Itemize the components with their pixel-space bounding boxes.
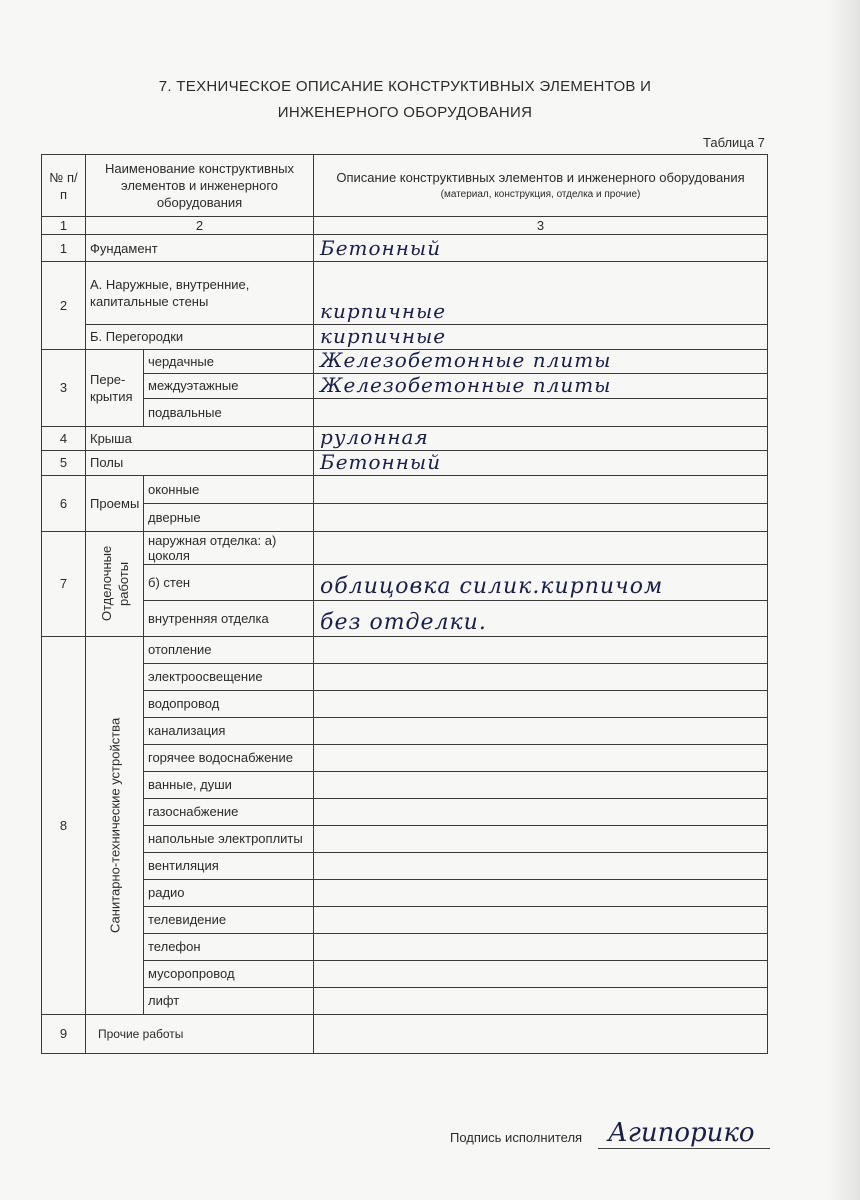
row-3-value-3 [314,398,768,426]
row-3-sub-2: междуэтажные [144,374,314,399]
row-8-item: отопление [144,636,314,663]
row-8-value [314,690,768,717]
row-2b-value: кирпичные [320,324,447,348]
row-1-name: Фундамент [86,235,314,262]
row-8-item: вентиляция [144,852,314,879]
row-8-value [314,879,768,906]
row-6-sub-2: дверные [144,503,314,531]
row-7-sub-1: наружная отделка: а) цоколя [144,531,314,564]
header-index-2: 2 [86,217,314,235]
row-3-value-2-cell [314,374,768,399]
row-8-value [314,636,768,663]
row-6-sub-1: оконные [144,475,314,503]
row-9-num: 9 [42,1014,86,1053]
row-2a-value: кирпичные [320,299,447,323]
row-3-num: 3 [42,349,86,426]
row-8-value [314,852,768,879]
row-6-num: 6 [42,475,86,531]
row-8-item: мусоропровод [144,960,314,987]
header-desc [314,155,768,217]
row-8-value [314,825,768,852]
header-desc-main: Описание конструктивных элементов и инженерного оборудования [336,169,745,185]
row-8-value [314,663,768,690]
row-9-value [314,1014,768,1053]
row-8-value [314,933,768,960]
row-8-item: горячее водоснабжение [144,744,314,771]
row-7-group: Отделочные работы [86,531,144,636]
row-8-value [314,771,768,798]
row-8-num: 8 [42,636,86,1014]
row-8-item: телевидение [144,906,314,933]
row-1-value: Бетонный [320,236,442,260]
row-8-value [314,744,768,771]
row-6-group: Проемы [86,475,144,531]
document-title-line-1: 7. ТЕХНИЧЕСКОЕ ОПИСАНИЕ КОНСТРУКТИВНЫХ ЭЛЕМЕНТОВ И [158,78,652,95]
row-5-num: 5 [42,451,86,476]
header-desc-sub: (материал, конструкция, отделка и прочие) [440,188,641,200]
row-3-value-1: Железобетонные плиты [320,349,612,372]
header-index-3: 3 [314,217,768,235]
table-number: Таблица 7 [703,135,765,150]
row-8-value [314,798,768,825]
row-3-value-2: Железобетонные плиты [320,373,612,397]
row-3-value-1-cell [314,349,768,374]
header-name: Наименование конструктивных элементов и инженерного оборудования [86,155,314,217]
row-9-name: Прочие работы [86,1014,314,1053]
row-7-num: 7 [42,531,86,636]
row-8-item: ванные, души [144,771,314,798]
signature-label: Подпись исполнителя [450,1130,583,1145]
row-8-value [314,717,768,744]
row-4-value: рулонная [320,426,429,449]
row-8-item: газоснабжение [144,798,314,825]
row-2a-value-cell [314,262,768,325]
row-5-name: Полы [86,451,314,476]
row-4-name: Крыша [86,426,314,451]
row-4-value-cell [314,426,768,451]
page-edge [826,0,860,1200]
row-7-sub-2: б) стен [144,564,314,600]
row-2a-name: А. Наружные, внутренние, капитальные стены [86,262,314,325]
row-8-item: водопровод [144,690,314,717]
signature-line [598,1148,770,1149]
row-8-item: напольные электроплиты [144,825,314,852]
row-8-item: электроосвещение [144,663,314,690]
document-title-line-2: ИНЖЕНЕРНОГО ОБОРУДОВАНИЯ [277,104,533,121]
row-8-value [314,960,768,987]
row-7-value-2-cell [314,564,768,600]
row-8-item: радио [144,879,314,906]
row-8-value [314,906,768,933]
row-8-value [314,987,768,1014]
row-5-value: Бетонный [320,450,442,474]
row-8-item: телефон [144,933,314,960]
row-2b-value-cell [314,325,768,350]
construction-elements-table [41,154,768,1054]
row-8-item: лифт [144,987,314,1014]
signature: Агипорико [608,1118,755,1148]
row-1-value-cell [314,235,768,262]
row-3-group: Пере-крытия [86,349,144,426]
row-7-value-3-cell [314,600,768,636]
row-7-value-3: без отделки. [320,609,487,635]
header-index-1: 1 [42,217,86,235]
row-1-num: 1 [42,235,86,262]
row-8-item: канализация [144,717,314,744]
row-6-value-1 [314,475,768,503]
row-7-value-1 [314,531,768,564]
row-6-value-2 [314,503,768,531]
row-5-value-cell [314,451,768,476]
row-2-num: 2 [42,262,86,350]
row-7-value-2: облицовка силик.кирпичом [320,573,664,599]
header-num: № п/п [42,155,86,217]
row-4-num: 4 [42,426,86,451]
row-2b-name: Б. Перегородки [86,325,314,350]
row-3-sub-1: чердачные [144,349,314,374]
row-3-sub-3: подвальные [144,398,314,426]
row-8-group: Санитарно-технические устройства [86,636,144,1014]
row-7-sub-3: внутренняя отделка [144,600,314,636]
